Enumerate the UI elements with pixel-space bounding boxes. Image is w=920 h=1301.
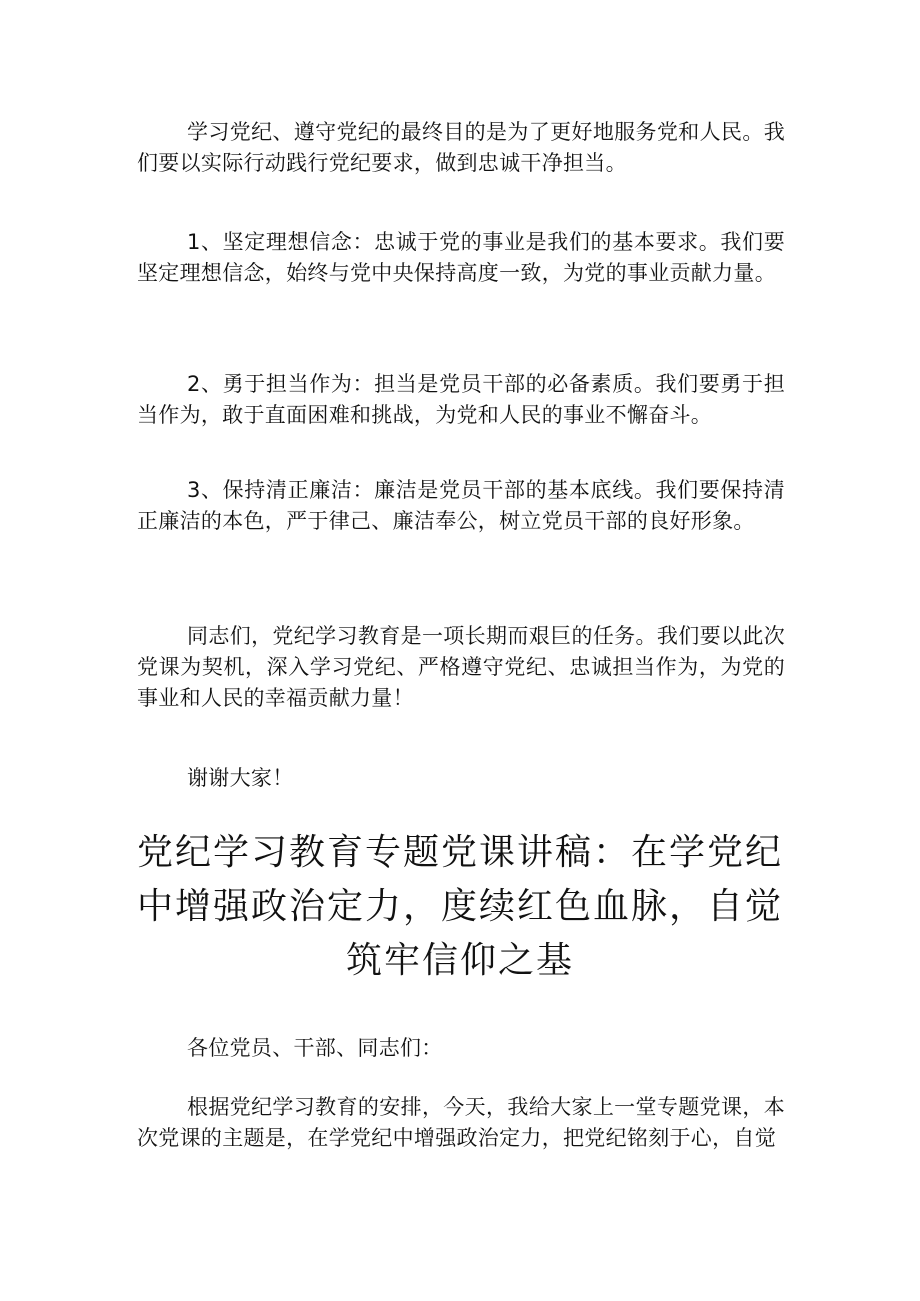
document-title: 党纪学习教育专题党课讲稿：在学党纪中增强政治定力，度续红色血脉，自觉筑牢信仰之基: [136, 832, 783, 981]
paragraph-intro: 根据党纪学习教育的安排，今天，我给大家上一堂专题党课，本次党课的主题是，在学党纪中增强政治定力，把党纪铭刻于心，自觉: [137, 1095, 785, 1150]
paragraph-salutation: 各位党员、干部、同志们：: [187, 1036, 443, 1060]
paragraph-purpose: 学习党纪、遵守党纪的最终目的是为了更好地服务党和人民。我们要以实际行动践行党纪要求，做到忠诚干净担当。: [137, 120, 785, 175]
paragraph-thanks: 谢谢大家！: [187, 766, 294, 790]
paragraph-point-3: 3、保持清正廉洁：廉洁是党员干部的基本底线。我们要保持清正廉洁的本色，严于律己、廉洁奉公，树立党员干部的良好形象。: [137, 478, 785, 533]
paragraph-point-2: 2、勇于担当作为：担当是党员干部的必备素质。我们要勇于担当作为，敢于直面困难和挑战，为党和人民的事业不懈奋斗。: [137, 372, 785, 427]
paragraph-point-1: 1、坚定理想信念：忠诚于党的事业是我们的基本要求。我们要坚定理想信念，始终与党中央保持高度一致，为党的事业贡献力量。: [137, 230, 785, 285]
paragraph-closing: 同志们，党纪学习教育是一项长期而艰巨的任务。我们要以此次党课为契机，深入学习党纪、严格遵守党纪、忠诚担当作为，为党的事业和人民的幸福贡献力量！: [137, 624, 785, 710]
